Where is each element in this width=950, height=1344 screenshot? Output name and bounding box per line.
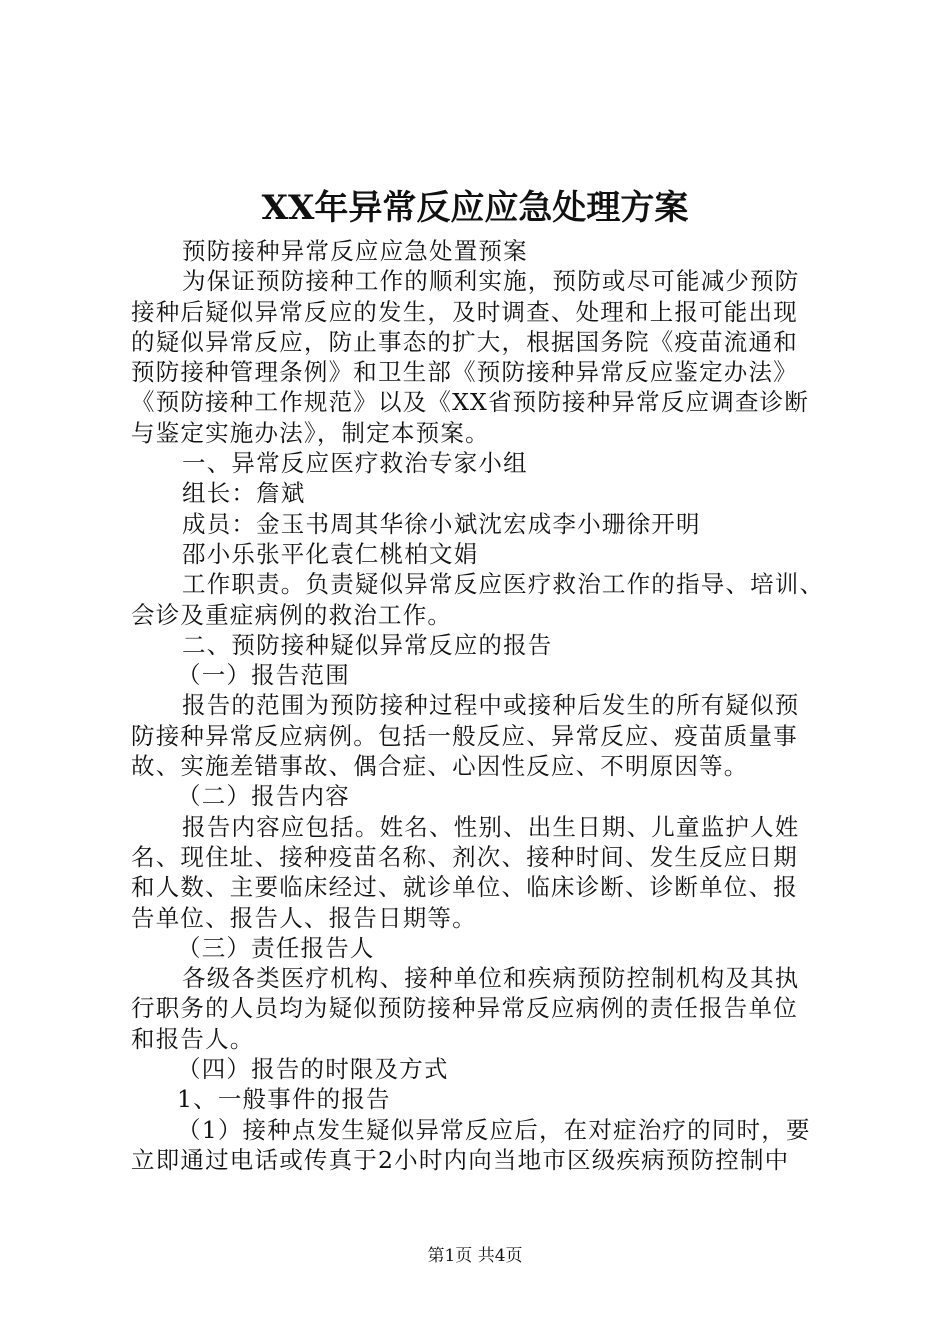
paragraph-line: 邵小乐张平化袁仁桃柏文娟: [182, 539, 479, 568]
paragraph-line: 预防接种异常反应应急处置预案: [182, 237, 528, 265]
paragraph-line: 与鉴定实施办法》，制定本预案。: [131, 418, 490, 447]
paragraph-line: 和人数、主要临床经过、就诊单位、临床诊断、诊断单位、报: [131, 873, 798, 902]
paragraph-line: 为保证预防接种工作的顺利实施，预防或尽可能减少预防: [182, 267, 800, 296]
paragraph-line: 接种后疑似异常反应的发生，及时调查、处理和上报可能出现: [131, 297, 798, 326]
paragraph-line: 报告的范围为预防接种过程中或接种后发生的所有疑似预: [182, 691, 800, 720]
paragraph-line: 名、现住址、接种疫苗名称、剂次、接种时间、发生反应日期: [131, 842, 798, 871]
section-heading: 二、预防接种疑似异常反应的报告: [182, 630, 553, 659]
paragraph-line: 故、实施差错事故、偶合症、心因性反应、不明原因等。: [131, 752, 749, 781]
paragraph-line: 成员：金玉书周其华徐小斌沈宏成李小珊徐开明: [182, 509, 701, 538]
subsection-heading: 1、一般事件的报告: [177, 1085, 391, 1114]
document-body: [131, 236, 831, 1175]
page-number-footer: 第1页 共4页: [427, 1246, 523, 1266]
paragraph-line: 工作职责。负责疑似异常反应医疗救治工作的指导、培训、: [182, 570, 825, 599]
document-title: XX年异常反应应急处理方案: [261, 188, 689, 228]
subsection-heading: （一）报告范围: [177, 661, 350, 690]
subsection-heading: （四）报告的时限及方式: [177, 1055, 449, 1084]
paragraph-line: 告单位、报告人、报告日期等。: [131, 903, 477, 932]
paragraph-line: 报告内容应包括。姓名、性别、出生日期、儿童监护人姓: [182, 812, 800, 841]
section-heading: 一、异常反应医疗救治专家小组: [182, 449, 528, 478]
paragraph-line: 行职务的人员均为疑似预防接种异常反应病例的责任报告单位: [131, 994, 798, 1023]
subsection-heading: （三）责任报告人: [177, 933, 375, 962]
paragraph-line: 《预防接种工作规范》以及《XX省预防接种异常反应调查诊断: [131, 388, 810, 417]
paragraph-line: 各级各类医疗机构、接种单位和疾病预防控制机构及其执: [182, 964, 800, 993]
paragraph-line: 组长：詹斌: [182, 479, 306, 508]
paragraph-line: 和报告人。: [131, 1024, 255, 1053]
subsection-heading: （二）报告内容: [177, 782, 350, 811]
paragraph-line: 会诊及重症病例的救治工作。: [131, 600, 453, 629]
paragraph-line: （1）接种点发生疑似异常反应后，在对症治疗的同时，要: [177, 1115, 811, 1144]
paragraph-line: 预防接种管理条例》和卫生部《预防接种异常反应鉴定办法》: [131, 358, 798, 387]
paragraph-line: 防接种异常反应病例。包括一般反应、异常反应、疫苗质量事: [131, 721, 798, 750]
paragraph-line: 立即通过电话或传真于2小时内向当地市区级疾病预防控制中: [131, 1145, 790, 1174]
paragraph-line: 的疑似异常反应，防止事态的扩大，根据国务院《疫苗流通和: [131, 327, 798, 356]
